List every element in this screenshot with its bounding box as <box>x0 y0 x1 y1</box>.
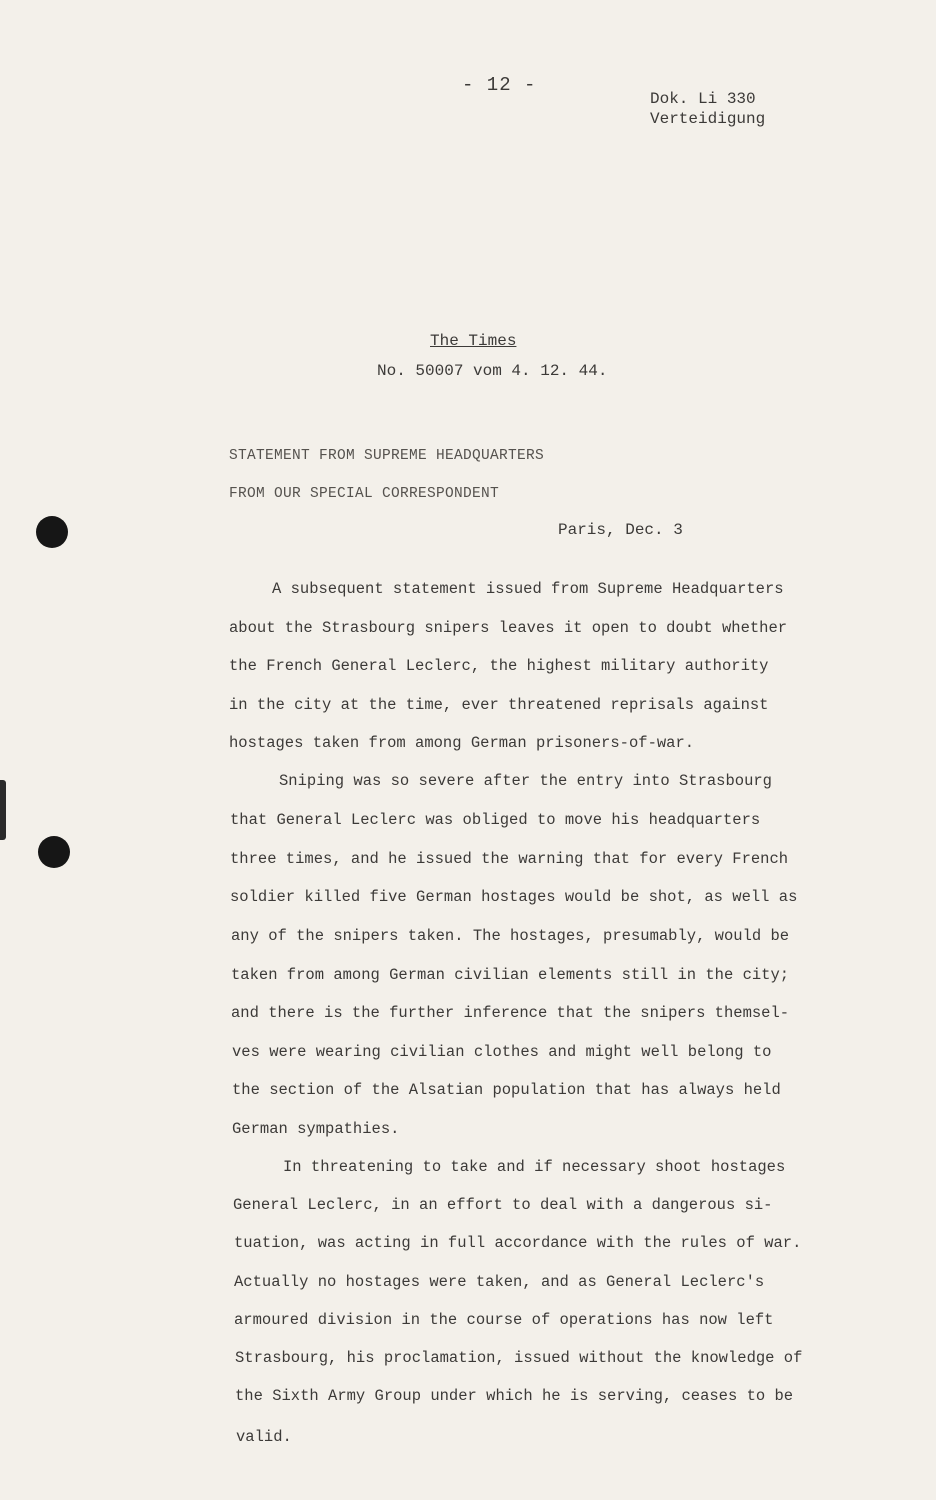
body-line: ves were wearing civilian clothes and might well belong to <box>232 1043 772 1061</box>
page-number: - 12 - <box>462 74 537 96</box>
body-line: taken from among German civilian elements still in the city; <box>231 966 790 984</box>
body-line: hostages taken from among German prisoners-of-war. <box>229 734 695 752</box>
body-line: A subsequent statement issued from Supreme Headquarters <box>272 580 784 598</box>
body-line: in the city at the time, ever threatened reprisals against <box>229 696 769 714</box>
body-line: General Leclerc, in an effort to deal with a dangerous si- <box>233 1196 773 1214</box>
doc-ref-number: Dok. Li 330 <box>650 90 756 108</box>
body-line: Actually no hostages were taken, and as General Leclerc's <box>234 1273 765 1291</box>
body-line: soldier killed five German hostages would be shot, as well as <box>230 888 798 906</box>
punch-hole-top <box>36 516 68 548</box>
binding-edge-mark <box>0 780 6 840</box>
body-line: Strasbourg, his proclamation, issued without the knowledge of <box>235 1349 803 1367</box>
body-line: armoured division in the course of operations has now left <box>234 1311 774 1329</box>
body-line: German sympathies. <box>232 1120 400 1138</box>
article-byline: FROM OUR SPECIAL CORRESPONDENT <box>229 486 500 502</box>
newspaper-title: The Times <box>430 332 517 350</box>
body-line: the French General Leclerc, the highest military authority <box>229 657 769 675</box>
body-line: Sniping was so severe after the entry into Strasbourg <box>279 772 772 790</box>
punch-hole-bottom <box>38 836 70 868</box>
doc-category: Verteidigung <box>650 110 766 128</box>
body-line: In threatening to take and if necessary shoot hostages <box>283 1158 786 1176</box>
body-line: tuation, was acting in full accordance with the rules of war. <box>234 1234 802 1252</box>
document-reference <box>650 89 765 129</box>
body-line: valid. <box>236 1428 292 1446</box>
body-line: that General Leclerc was obliged to move his headquarters <box>230 811 761 829</box>
body-line: any of the snipers taken. The hostages, presumably, would be <box>231 927 790 945</box>
body-line: about the Strasbourg snipers leaves it open to doubt whether <box>229 619 788 637</box>
article-heading: STATEMENT FROM SUPREME HEADQUARTERS <box>229 448 545 464</box>
body-line: the Sixth Army Group under which he is serving, ceases to be <box>235 1387 794 1405</box>
dateline: Paris, Dec. 3 <box>558 521 683 539</box>
body-line: and there is the further inference that the snipers themsel- <box>231 1004 790 1022</box>
newspaper-issue: No. 50007 vom 4. 12. 44. <box>377 362 608 380</box>
body-line: three times, and he issued the warning that for every French <box>230 850 789 868</box>
body-line: the section of the Alsatian population that has always held <box>232 1081 781 1099</box>
